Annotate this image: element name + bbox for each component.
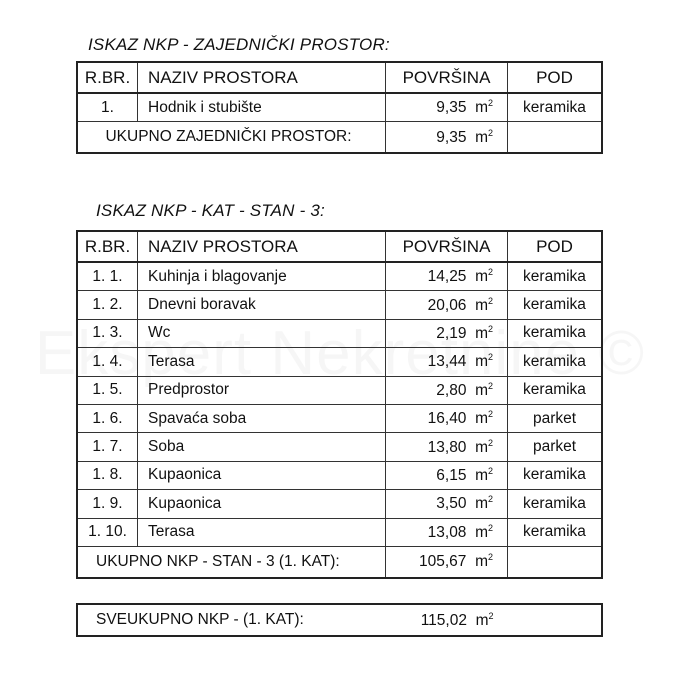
room-area (386, 319, 508, 347)
grand-total-table (77, 604, 602, 636)
area-value: 13,08 (427, 523, 467, 541)
floor-type: parket (508, 433, 602, 461)
unit-label: m (475, 523, 488, 541)
row-number: 1. 5. (78, 376, 138, 404)
total-empty-cell (508, 546, 602, 577)
common-space-table (77, 62, 602, 153)
area-value: 20,06 (427, 296, 467, 314)
area-unit (475, 382, 493, 399)
total-row (78, 546, 602, 577)
room-area (386, 461, 508, 489)
unit-superscript: 2 (487, 552, 493, 563)
unit-superscript: 2 (487, 98, 493, 109)
apartment-section-title: ISKAZ NKP - KAT - STAN - 3: (96, 201, 325, 220)
table-row (78, 433, 602, 461)
area-value: 9,35 (436, 99, 467, 117)
room-name: Terasa (138, 518, 386, 546)
room-name: Hodnik i stubište (138, 93, 386, 122)
room-area (386, 348, 508, 376)
total-area (386, 546, 508, 577)
floor-type: keramika (508, 262, 602, 291)
unit-label: m (475, 128, 488, 146)
table-row (78, 262, 602, 291)
unit-label: m (475, 268, 488, 286)
table-row (78, 518, 602, 546)
grand-total-area-value: 115,02 (420, 611, 467, 629)
row-number: 1. (78, 93, 138, 122)
header-floor: POD (508, 63, 602, 94)
unit-label: m (475, 296, 488, 314)
table-header-row (78, 232, 602, 263)
grand-total-empty-cell (508, 605, 602, 636)
table-row (78, 319, 602, 347)
table-row (78, 490, 602, 518)
unit-superscript: 2 (487, 323, 493, 334)
unit-superscript: 2 (487, 465, 493, 476)
area-unit (475, 439, 493, 456)
room-area (386, 262, 508, 291)
unit-label: m (475, 553, 488, 571)
room-area (386, 404, 508, 432)
area-value: 13,44 (427, 353, 467, 371)
unit-superscript: 2 (488, 610, 494, 621)
room-name: Soba (138, 433, 386, 461)
unit-label: m (475, 353, 488, 371)
unit-superscript: 2 (487, 127, 493, 138)
room-name: Kupaonica (138, 490, 386, 518)
floor-type: keramika (508, 93, 602, 122)
header-name: NAZIV PROSTORA (138, 232, 386, 263)
room-area (386, 93, 508, 122)
table-row (78, 348, 602, 376)
area-unit (475, 524, 493, 541)
area-value: 2,80 (436, 381, 467, 399)
table-row (78, 404, 602, 432)
unit-label: m (475, 495, 488, 513)
row-number: 1. 9. (78, 490, 138, 518)
unit-label: m (475, 410, 488, 428)
room-name: Kuhinja i blagovanje (138, 262, 386, 291)
header-rbr: R.BR. (78, 232, 138, 263)
room-name: Wc (138, 319, 386, 347)
area-unit (475, 297, 493, 314)
unit-superscript: 2 (487, 409, 493, 420)
header-rbr: R.BR. (78, 63, 138, 94)
area-unit (475, 268, 493, 285)
floor-type: keramika (508, 319, 602, 347)
unit-label: m (475, 99, 488, 117)
room-name: Dnevni boravak (138, 291, 386, 319)
floor-type: keramika (508, 376, 602, 404)
room-name: Spavaća soba (138, 404, 386, 432)
grand-total-row (78, 605, 602, 636)
floor-type: keramika (508, 291, 602, 319)
apartment-table (77, 231, 602, 578)
floor-type: keramika (508, 490, 602, 518)
common-section-title: ISKAZ NKP - ZAJEDNIČKI PROSTOR: (88, 35, 390, 54)
total-area-value: 9,35 (436, 128, 467, 146)
room-area (386, 376, 508, 404)
table-row (78, 376, 602, 404)
header-area: POVRŠINA (386, 63, 508, 94)
floor-type: parket (508, 404, 602, 432)
area-unit (475, 467, 493, 484)
room-name: Predprostor (138, 376, 386, 404)
table-header-row (78, 63, 602, 94)
unit-superscript: 2 (487, 522, 493, 533)
row-number: 1. 6. (78, 404, 138, 432)
area-value: 14,25 (427, 268, 467, 286)
unit-label: m (475, 611, 489, 629)
unit-superscript: 2 (487, 267, 493, 278)
floor-type: keramika (508, 461, 602, 489)
unit-superscript: 2 (487, 437, 493, 448)
unit-label: m (475, 466, 488, 484)
total-empty-cell (508, 122, 602, 153)
row-number: 1. 7. (78, 433, 138, 461)
unit-superscript: 2 (487, 380, 493, 391)
area-unit (475, 99, 493, 116)
header-floor: POD (508, 232, 602, 263)
room-area (386, 490, 508, 518)
total-area-value: 105,67 (419, 553, 467, 571)
header-name: NAZIV PROSTORA (138, 63, 386, 94)
area-unit (475, 410, 493, 427)
floor-type: keramika (508, 348, 602, 376)
area-value: 16,40 (427, 410, 467, 428)
row-number: 1. 10. (78, 518, 138, 546)
room-name: Terasa (138, 348, 386, 376)
unit-superscript: 2 (487, 494, 493, 505)
room-area (386, 518, 508, 546)
total-row (78, 122, 602, 153)
area-unit (475, 495, 493, 512)
grand-total-label: SVEUKUPNO NKP - (1. KAT): (78, 605, 386, 636)
area-unit (475, 353, 493, 370)
area-value: 13,80 (427, 438, 467, 456)
area-value: 3,50 (436, 495, 467, 513)
table-row (78, 461, 602, 489)
area-value: 2,19 (436, 324, 467, 342)
area-unit (475, 325, 493, 342)
total-label: UKUPNO ZAJEDNIČKI PROSTOR: (78, 122, 386, 153)
area-unit (475, 553, 493, 570)
header-area: POVRŠINA (386, 232, 508, 263)
table-row (78, 291, 602, 319)
room-area (386, 291, 508, 319)
floor-type: keramika (508, 518, 602, 546)
row-number: 1. 1. (78, 262, 138, 291)
unit-label: m (475, 438, 488, 456)
table-row (78, 93, 602, 122)
unit-label: m (475, 324, 488, 342)
row-number: 1. 3. (78, 319, 138, 347)
row-number: 1. 4. (78, 348, 138, 376)
unit-label: m (475, 381, 488, 399)
room-name: Kupaonica (138, 461, 386, 489)
total-label: UKUPNO NKP - STAN - 3 (1. KAT): (78, 546, 386, 577)
room-area (386, 433, 508, 461)
unit-superscript: 2 (487, 352, 493, 363)
area-value: 6,15 (436, 466, 467, 484)
total-area (386, 122, 508, 153)
area-unit (475, 129, 493, 146)
row-number: 1. 2. (78, 291, 138, 319)
area-unit (476, 612, 494, 629)
unit-superscript: 2 (487, 295, 493, 306)
row-number: 1. 8. (78, 461, 138, 489)
grand-total-area (386, 605, 508, 636)
